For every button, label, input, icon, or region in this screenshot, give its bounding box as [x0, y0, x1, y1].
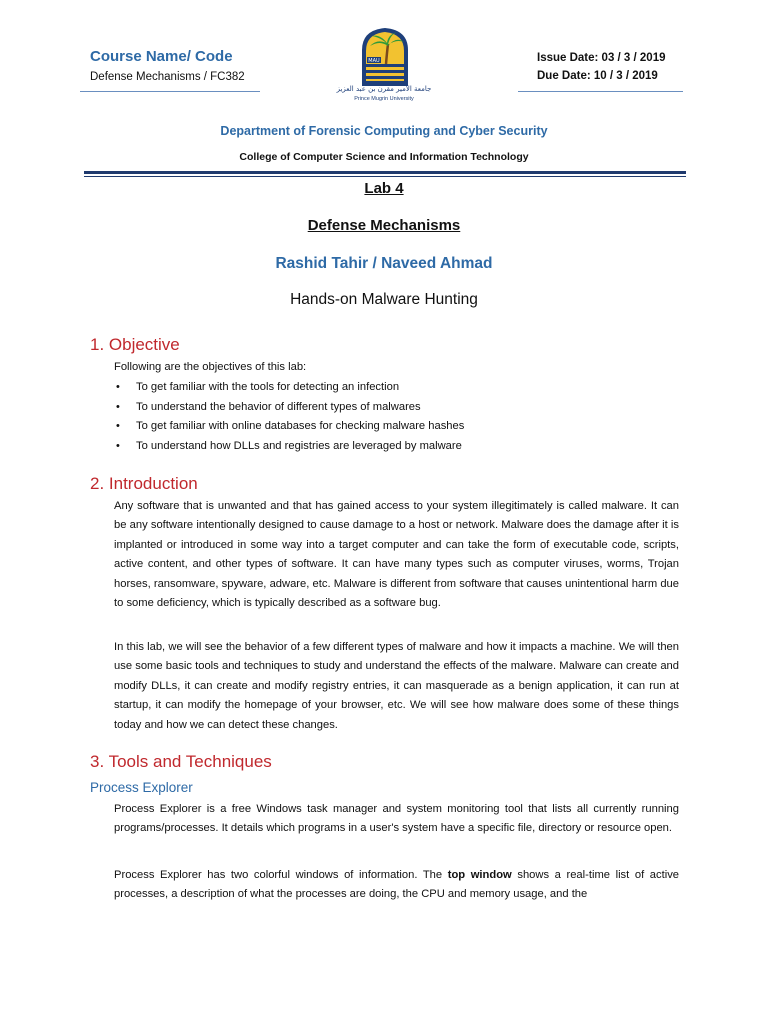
list-item: • To get familiar with online databases for checking malware hashes	[114, 417, 679, 437]
tools-paragraph-2-end: shows a real-time list of active processes, a description of what the processes are doing, the CPU and memory usage, and the	[114, 869, 680, 901]
lab-topic: Hands-on Malware Hunting	[290, 291, 478, 308]
logo-caption-english: Prince Mugrin University	[354, 96, 414, 102]
tools-paragraph-2-bold: top window	[447, 869, 512, 881]
department-title: Department of Forensic Computing and Cyber Security	[220, 124, 548, 138]
header-rule-thin	[84, 176, 686, 177]
list-item: • To understand how DLLs and registries are leveraged by malware	[114, 437, 679, 457]
subheading-process-explorer: Process Explorer	[90, 780, 193, 795]
header-rule-thick	[84, 171, 686, 174]
header-divider-left	[80, 91, 260, 92]
tools-paragraph-2-start: Process Explorer has two colorful windows of information. The	[114, 869, 448, 881]
introduction-paragraph-2: In this lab, we will see the behavior of a few different types of malware and how it impacts a machine. We will then use some basic tools and techniques to study and understand the effects of the malware. Malware can create and modify DLLs, it can create and modify registry entries, it can masquerade as a benign application, it can run at startup, it can modify the homepage of your browser, etc. We will see how malware does some of these things today and how we can detect these changes.	[114, 641, 679, 731]
section-heading-introduction: 2. Introduction	[90, 474, 198, 493]
college-title: College of Computer Science and Information Technology	[239, 151, 529, 163]
objective-intro: Following are the objectives of this lab:	[114, 361, 307, 373]
list-item: • To understand the behavior of different types of malwares	[114, 398, 679, 418]
list-item: • To get familiar with the tools for detecting an infection	[114, 378, 679, 398]
section-heading-objective: 1. Objective	[90, 335, 180, 354]
section-heading-tools: 3. Tools and Techniques	[90, 752, 272, 771]
objective-list	[114, 378, 679, 456]
logo-letters: MAU	[368, 58, 380, 64]
issue-date: Issue Date: 03 / 3 / 2019	[537, 52, 666, 64]
course-name-label: Course Name/ Code	[90, 48, 233, 65]
lab-subtitle: Defense Mechanisms	[307, 217, 461, 234]
tools-paragraph-2	[114, 866, 679, 905]
lab-title: Lab 4	[364, 180, 404, 197]
header-divider-right	[518, 91, 683, 92]
due-date: Due Date: 10 / 3 / 2019	[537, 70, 658, 82]
tools-paragraph-1: Process Explorer is a free Windows task manager and system monitoring tool that lists all currently running programs/processes. It details which programs in a user's system have a specific file, directory or resource open.	[114, 803, 679, 835]
course-code: Defense Mechanisms / FC382	[90, 71, 245, 83]
authors: Rashid Tahir / Naveed Ahmad	[275, 255, 493, 272]
introduction-paragraph-1: Any software that is unwanted and that has gained access to your system illegitimately is called malware. It can be any software intentionally designed to cause damage to a host or network. Malware does the damage after it is implanted or introduced in some way into a target computer and can take the form of executable code, scripts, active content, and other types of software. It can have many types such as computer viruses, worms, Trojan horses, ransomware, spyware, adware, etc. Malware is different from software that causes unintentional harm due to some deficiency, which is typically described as a software bug.	[114, 500, 679, 610]
logo-caption-arabic: جامعة الأمير مقرن بن عبد العزيز	[336, 85, 432, 93]
